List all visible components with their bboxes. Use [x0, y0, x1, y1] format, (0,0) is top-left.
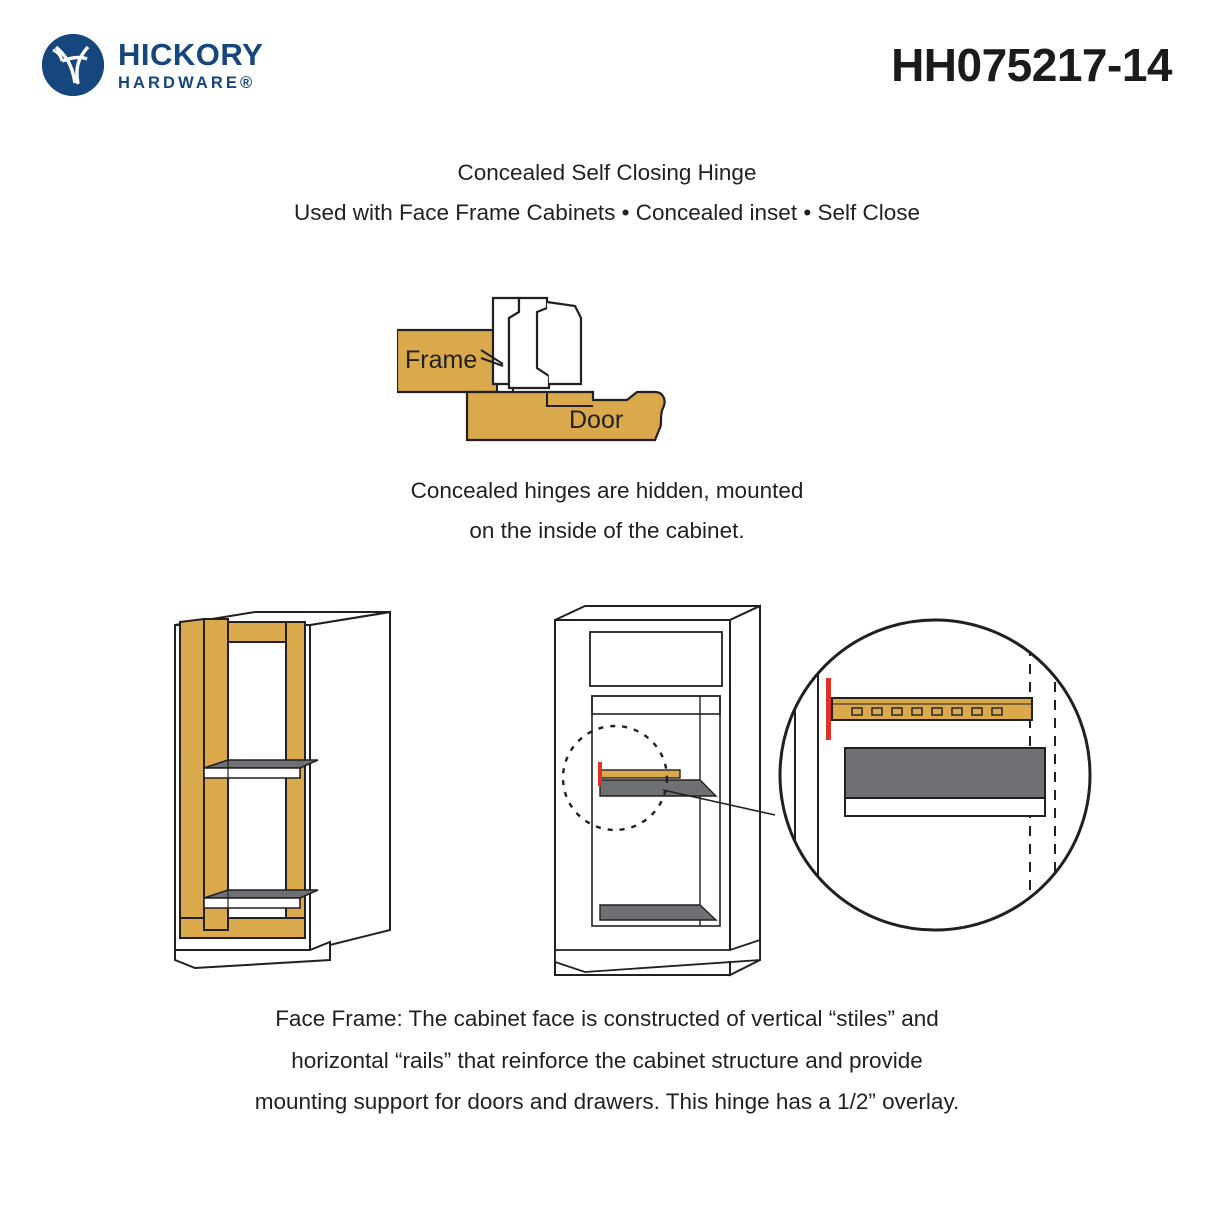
logo-swoosh-icon — [42, 34, 104, 96]
callout-zoom-bubble — [780, 610, 1090, 940]
shelf-bottom — [600, 905, 716, 920]
subcaption-block — [0, 478, 1214, 544]
hinge-cross-section-diagram — [0, 288, 1214, 468]
cross-section-svg — [397, 288, 817, 468]
red-marker-zoom — [826, 678, 831, 740]
door-label: Door — [569, 406, 624, 434]
headline-line-1: Concealed Self Closing Hinge — [457, 160, 757, 185]
page-header — [42, 34, 1172, 106]
hickory-circle-logo-icon — [42, 34, 104, 96]
shelf-zoom — [845, 748, 1045, 798]
brand-wordmark — [118, 36, 264, 92]
footer-line-2: horizontal “rails” that reinforce the cabinet structure and provide — [291, 1047, 923, 1073]
cabinet-illustrations-svg — [0, 600, 1214, 1000]
red-marker-left — [598, 762, 602, 786]
shelf-mid — [600, 780, 716, 796]
brand-lockup — [42, 34, 263, 96]
face-frame-cabinet-diagram — [175, 612, 390, 968]
product-headline — [0, 160, 1214, 226]
footer-line-1: Face Frame: The cabinet face is constructed of vertical “stiles” and — [275, 1006, 939, 1031]
brand-name-primary: HICKORY — [118, 36, 264, 72]
door-block — [467, 392, 665, 440]
footer-description — [0, 1008, 1214, 1114]
product-sku: HH075217-14 — [891, 39, 1172, 91]
frame-label: Frame — [405, 346, 478, 374]
footer-line-3: mounting support for doors and drawers. This hinge has a 1/2” overlay. — [254, 1089, 960, 1114]
subcaption-line-1: Concealed hinges are hidden, mounted — [410, 478, 804, 503]
subcaption-line-2: on the inside of the cabinet. — [469, 518, 745, 543]
cabinet-with-callout-diagram — [555, 606, 775, 975]
drawer-front — [590, 632, 722, 686]
headline-line-2: Used with Face Frame Cabinets • Concealed inset • Self Close — [293, 200, 921, 225]
hinge-metal-body — [481, 298, 581, 392]
brand-name-secondary: HARDWARE® — [118, 73, 256, 92]
cabinet-illustrations — [0, 600, 1214, 1000]
